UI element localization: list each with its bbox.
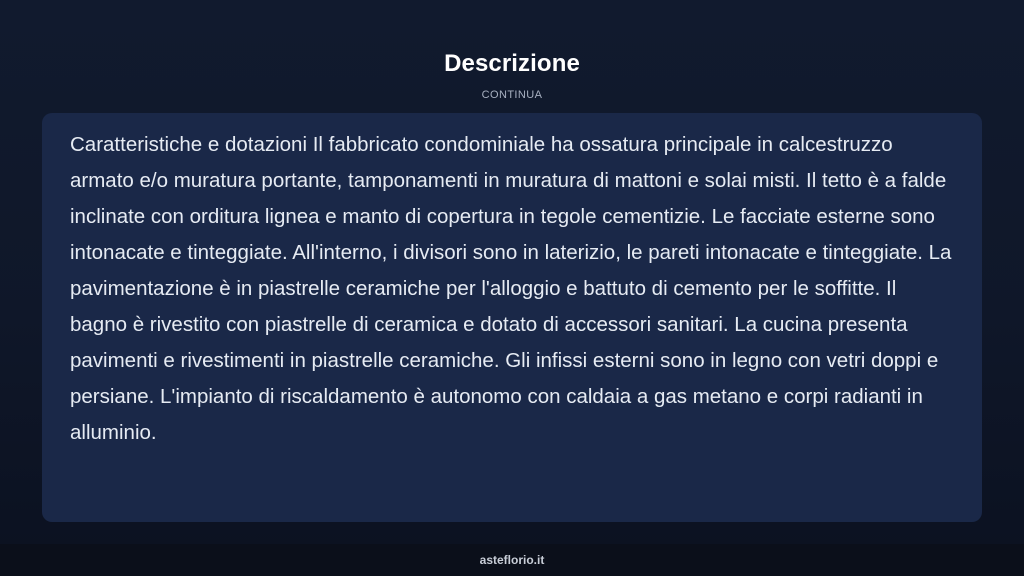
footer	[0, 544, 1024, 576]
page-title: Descrizione	[444, 50, 580, 77]
description-card	[42, 113, 982, 522]
footer-site-name: asteflorio.it	[479, 553, 545, 567]
continue-link[interactable]: CONTINUA	[481, 89, 543, 101]
header	[0, 50, 1024, 103]
description-text: Caratteristiche e dotazioni Il fabbricato condominiale ha ossatura principale in calcestruzzo armato e/o muratura portante, tamponamenti in muratura di mattoni e solai misti. Il tetto è a falde inclinate con orditura lignea e manto di copertura in tegole cementizie. Le facciate esterne sono intonacate e tinteggiate. All'interno, i divisori sono in laterizio, le pareti intonacate e tinteggiate. La pavimentazione è in piastrelle ceramiche per l'alloggio e battuto di cemento per le soffitte. Il bagno è rivestito con piastrelle di ceramica e dotato di accessori sanitari. La cucina presenta pavimenti e rivestimenti in piastrelle ceramiche. Gli infissi esterni sono in legno con vetri doppi e persiane. L'impianto di riscaldamento è autonomo con caldaia a gas metano e corpi radianti in alluminio.	[70, 133, 952, 444]
